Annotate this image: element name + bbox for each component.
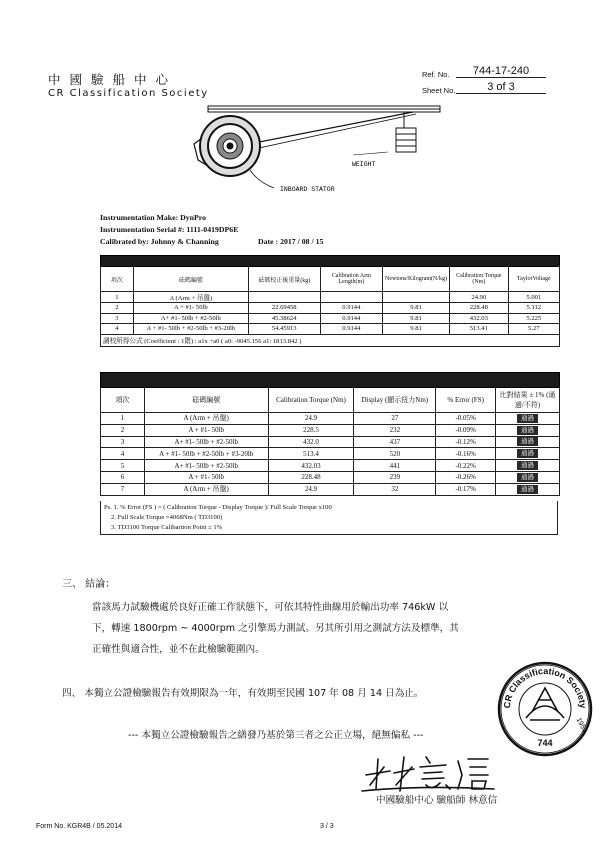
instrument-make: Instrumentation Make: DynPro (100, 213, 206, 222)
cell (496, 413, 560, 425)
cell: 5.001 (508, 292, 559, 303)
cell: -0.17% (436, 483, 496, 495)
cell: -0.05% (436, 413, 496, 425)
cell: 2 (101, 424, 145, 436)
pass-badge: 通過 (517, 449, 538, 458)
pass-badge: 通過 (517, 473, 538, 482)
conclusion-line: 當該馬力試驗機處於良好正確工作狀態下，可依其特性曲線用於輸出功率 746kW 以 (92, 602, 449, 613)
conclusion-paragraph (92, 597, 547, 660)
cell: A+ #1- 50lb + #2-50lb (144, 460, 268, 472)
cell: 6 (101, 471, 145, 483)
pass-badge: 通過 (517, 426, 538, 435)
table-header: Calibration Torque (Nm) (450, 267, 509, 292)
table-title-bar (101, 373, 560, 388)
cell: A (Arm + 吊盤) (144, 483, 268, 495)
cell: -0.16% (436, 448, 496, 460)
cell: 27 (354, 413, 436, 425)
stator-label: INBOARD STATOR (280, 186, 335, 193)
cell: 432.03 (450, 313, 509, 324)
cell: 513.41 (450, 324, 509, 335)
table-row (101, 313, 560, 324)
cell: 0.9144 (320, 303, 382, 314)
cell (496, 424, 560, 436)
cell: 7 (101, 483, 145, 495)
conclusion-line: 正確性與適合性，並不在此檢驗範圍內。 (92, 644, 265, 655)
coefficient-formula: 調校所得公式 (Coefficient : 1階) : a1x +a0 ( a0: -9045.156 a1: 1813.842 ) (101, 334, 560, 346)
cell (248, 292, 320, 303)
cell: A+ #1- 50lb + #2-50lb (133, 313, 248, 324)
cell: 1 (101, 413, 145, 425)
table-row (101, 483, 560, 495)
page-number: 3 / 3 (320, 823, 334, 830)
cell: 5 (101, 460, 145, 472)
table-header: Newtons/Kilogram(N/kg) (383, 267, 450, 292)
cell: 5.225 (508, 313, 559, 324)
verification-table (100, 372, 560, 496)
pass-badge: 通過 (517, 414, 538, 423)
cell: 9.81 (383, 313, 450, 324)
handwritten-signature (360, 745, 500, 795)
pass-badge: 通過 (517, 485, 538, 494)
cell: -0.22% (436, 460, 496, 472)
cell (496, 436, 560, 448)
cell: 232 (354, 424, 436, 436)
table-header: Calibration Arm Length(m) (320, 267, 382, 292)
table-row (101, 424, 560, 436)
cell: -0.26% (436, 471, 496, 483)
cell: 1 (101, 292, 134, 303)
table-title-bar (101, 256, 560, 267)
table-header: 項次 (101, 388, 145, 413)
cell: 4 (101, 448, 145, 460)
cell: 228.48 (268, 471, 354, 483)
table-row (101, 471, 560, 483)
calibration-table (100, 255, 560, 347)
cell: 5.27 (508, 324, 559, 335)
cell (496, 448, 560, 460)
cell: 9.81 (383, 303, 450, 314)
cell: 45.38624 (248, 313, 320, 324)
sheet-no-value: 3 of 3 (456, 81, 546, 94)
cell: A (Arm + 吊盤) (133, 292, 248, 303)
pass-badge: 通過 (517, 437, 538, 446)
org-name-english: CR Classification Society (48, 88, 209, 99)
society-seal (496, 660, 594, 758)
table-row (101, 413, 560, 425)
table-row (101, 448, 560, 460)
cell: 441 (354, 460, 436, 472)
cell: A + #1- 50lb + #2-50lb + #3-20lb (133, 324, 248, 335)
cell: 9.81 (383, 324, 450, 335)
instrument-serial: Instrumentation Serial #: 1111-0419DP6E (100, 225, 239, 234)
cell: 0.9144 (320, 313, 382, 324)
cell: A+ #1- 50lb + #2-50lb (144, 436, 268, 448)
calibration-arm-diagram (188, 100, 448, 206)
note-line: 2. Full Scale Torque =4068Nm ( TD3100) (111, 514, 223, 521)
table-header: 砝碼校正後重量(kg) (248, 267, 320, 292)
cell: -0.12% (436, 436, 496, 448)
cell: 228.5 (268, 424, 354, 436)
cell: 24.90 (450, 292, 509, 303)
calibration-date: Date : 2017 / 08 / 15 (258, 237, 324, 246)
table-header: % Error (FS) (436, 388, 496, 413)
table-row (101, 436, 560, 448)
cell: 0.9144 (320, 324, 382, 335)
cell: A + #1- 50lb (133, 303, 248, 314)
cell: 3 (101, 436, 145, 448)
cell: 24.9 (268, 483, 354, 495)
weight-label: WEIGHT (352, 161, 376, 168)
seal-number: 744 (537, 738, 553, 748)
seal-year: 1951 (574, 716, 589, 734)
cell: 228.48 (450, 303, 509, 314)
calibrated-by: Calibrated by: Johnny & Channing (100, 237, 219, 246)
cell: 432.03 (268, 460, 354, 472)
cell: 24.9 (268, 413, 354, 425)
table-header: Display (顯示扭力Nm) (354, 388, 436, 413)
form-number: Form No. KGR4B / 05.2014 (36, 823, 122, 830)
signature-caption: 中國驗船中心 驗船師 林意信 (376, 795, 498, 806)
table-header: 項次 (101, 267, 134, 292)
sheet-no (422, 81, 515, 95)
cell: 54.45913 (248, 324, 320, 335)
cell: 239 (354, 471, 436, 483)
validity-statement: 四、 本獨立公證檢驗報告有效期限為一年，有效期至民國 107 年 08 月 14 日為止。 (62, 688, 424, 699)
cell: A (Arm + 吊盤) (144, 413, 268, 425)
cell: 437 (354, 436, 436, 448)
table-header: Calibration Torque (Nm) (268, 388, 354, 413)
cell (496, 460, 560, 472)
note-line: Ps. 1. % Error (FS ) = ( Calibration Torque - Display Torque )/ Full Scale Torque x100 (104, 504, 332, 511)
seal-text: CR Classification Society (501, 665, 589, 709)
cell: A + #1- 50lb + #2-50lb + #3-20lb (144, 448, 268, 460)
note-line: 3. TD3100 Torque Calibartion Point ± 1% (111, 524, 223, 531)
table-notes (100, 501, 558, 535)
cell: 5.112 (508, 303, 559, 314)
conclusion-line: 下，轉速 1800rpm ~ 4000rpm 之引擎馬力測試。另其所引用之測試方法及標準，其 (92, 623, 459, 634)
table-header: 砝碼編號 (133, 267, 248, 292)
cell (496, 471, 560, 483)
cell: A + #1- 50lb (144, 471, 268, 483)
cell: 32 (354, 483, 436, 495)
cell: 513.4 (268, 448, 354, 460)
cell: -0.09% (436, 424, 496, 436)
cell (383, 292, 450, 303)
cell: 2 (101, 303, 134, 314)
conclusion-heading: 三、 結論： (62, 579, 116, 590)
table-header: 砝碼編號 (144, 388, 268, 413)
org-name-chinese: 中國驗船中心 (48, 72, 178, 87)
table-header: 比對結果 ± 1% (通過/不符) (496, 388, 560, 413)
impartiality-declaration: --- 本獨立公證檢驗報告之繕發乃基於第三者之公正立場，絕無偏私 --- (128, 730, 424, 741)
cell: 4 (101, 324, 134, 335)
table-row (101, 324, 560, 335)
cell: 432.0 (268, 436, 354, 448)
table-row (101, 292, 560, 303)
cell (320, 292, 382, 303)
cell: 22.69458 (248, 303, 320, 314)
ref-no-value: 744-17-240 (456, 65, 546, 78)
table-row (101, 303, 560, 314)
sheet-no-label: Sheet No. (422, 86, 456, 95)
ref-no-label: Ref. No. (422, 70, 450, 79)
table-row (101, 460, 560, 472)
cell (496, 483, 560, 495)
cell: 3 (101, 313, 134, 324)
ref-no (422, 65, 530, 79)
table-header: TaylorVoltage (508, 267, 559, 292)
cell: A + #1- 50lb (144, 424, 268, 436)
pass-badge: 通過 (517, 461, 538, 470)
cell: 520 (354, 448, 436, 460)
